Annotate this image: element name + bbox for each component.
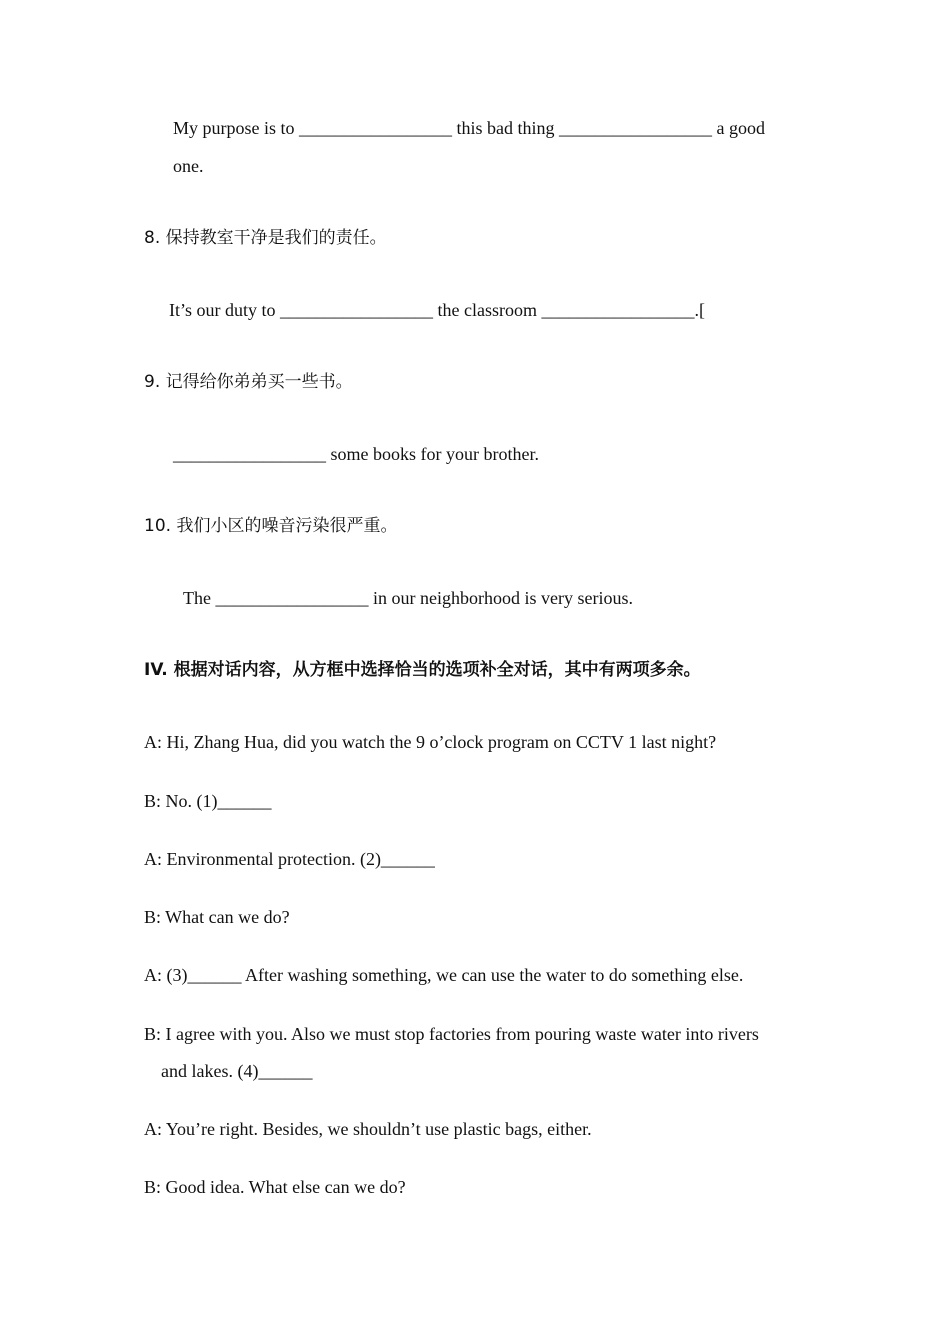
q9-chinese-prompt: 9. 记得给你弟弟买一些书。: [144, 372, 353, 392]
dialogue-line-a4: A: You’re right. Besides, we shouldn’t use plastic bags, either.: [144, 1119, 592, 1139]
q8-english-line: It’s our duty to _________________ the classroom _________________.[: [169, 300, 705, 320]
dialogue-line-b2: B: What can we do?: [144, 907, 290, 927]
dialogue-line-b4: B: Good idea. What else can we do?: [144, 1177, 406, 1197]
dialogue-line-b1: B: No. (1)______: [144, 791, 272, 811]
dialogue-line-a3: A: (3)______ After washing something, we can use the water to do something else.: [144, 965, 744, 985]
dialogue-line-b3: B: I agree with you. Also we must stop factories from pouring waste water into rivers: [144, 1024, 759, 1044]
q7-english-line: My purpose is to _________________ this bad thing _________________ a good: [173, 118, 765, 138]
q10-chinese-prompt: 10. 我们小区的噪音污染很严重。: [144, 516, 398, 536]
q9-english-line: _________________ some books for your brother.: [173, 444, 539, 464]
q10-english-line: The _________________ in our neighborhood is very serious.: [183, 588, 633, 608]
dialogue-line-b3-continued: and lakes. (4)______: [161, 1061, 313, 1081]
dialogue-line-a1: A: Hi, Zhang Hua, did you watch the 9 o’clock program on CCTV 1 last night?: [144, 732, 717, 752]
section-iv-heading: IV. 根据对话内容，从方框中选择恰当的选项补全对话，其中有两项多余。: [144, 660, 701, 680]
q7-english-line-continued: one.: [173, 156, 204, 176]
q8-chinese-prompt: 8. 保持教室干净是我们的责任。: [144, 228, 387, 248]
dialogue-line-a2: A: Environmental protection. (2)______: [144, 849, 435, 869]
